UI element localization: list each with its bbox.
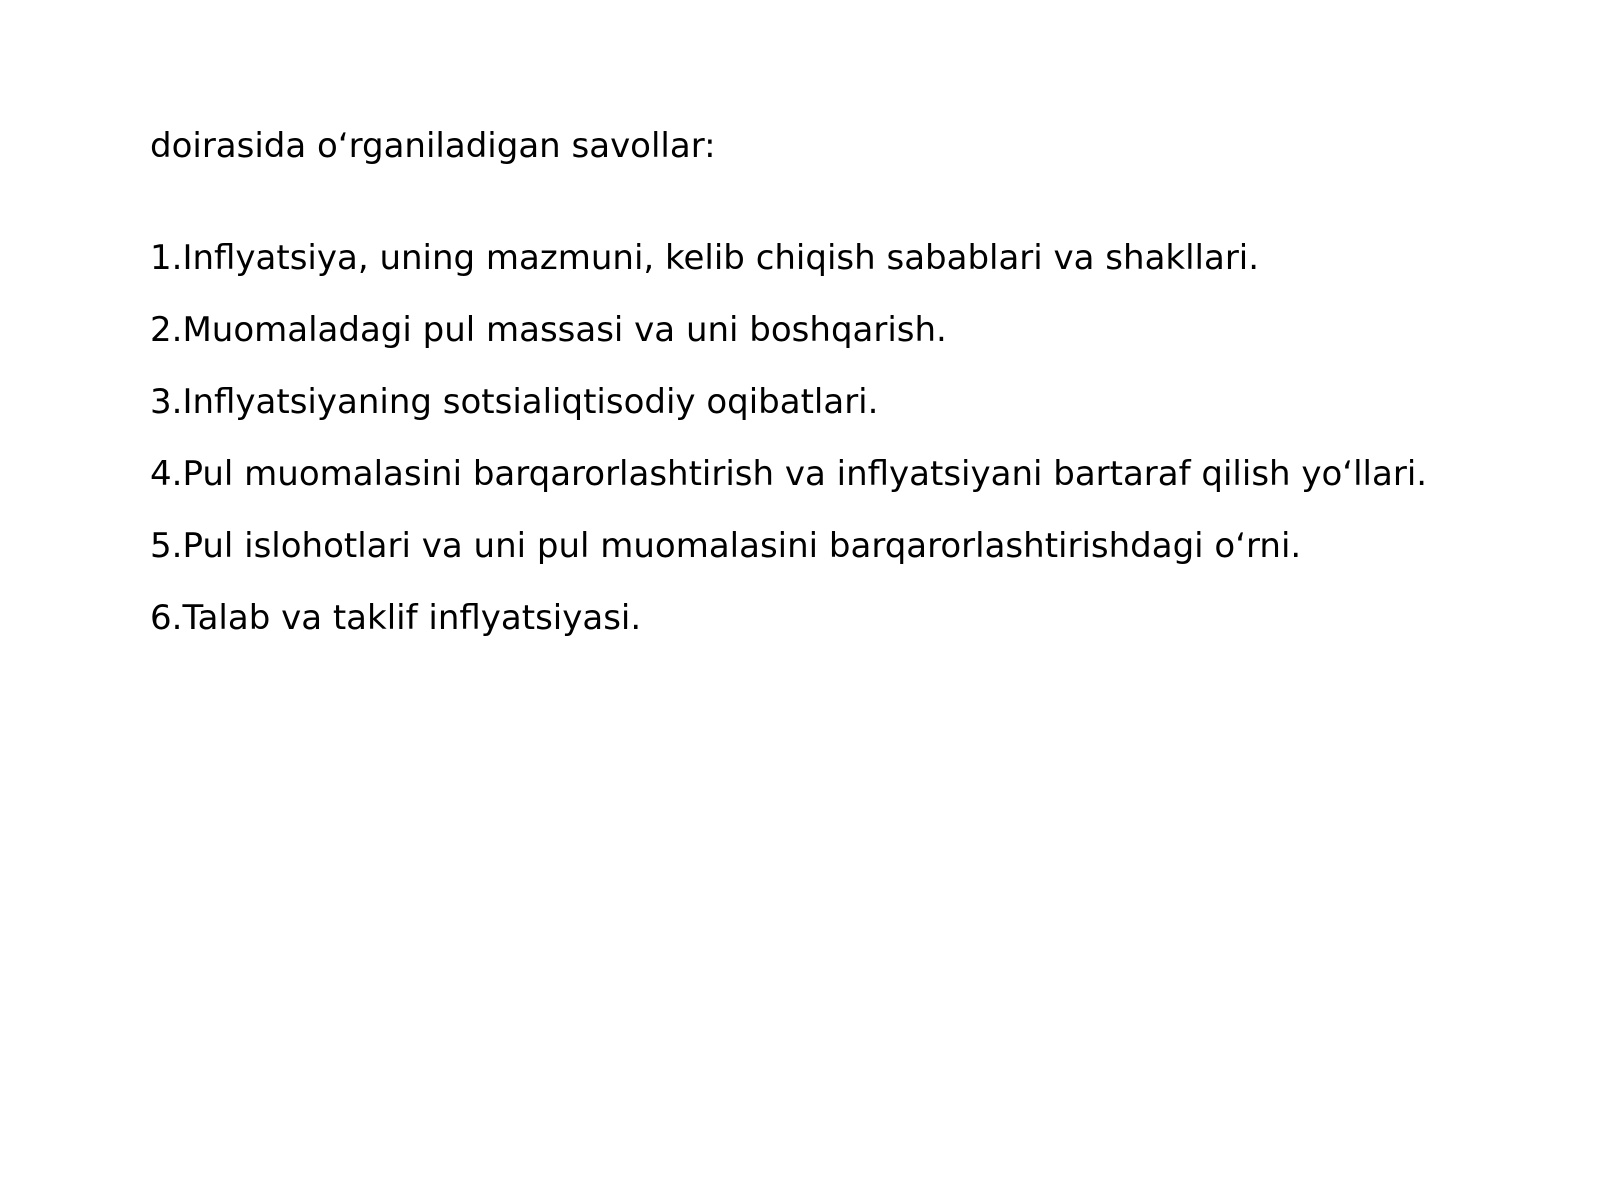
- slide-content: [150, 122, 1550, 666]
- question-list: [150, 234, 1550, 642]
- question-item-4: 4.Pul muomalasini barqarorlashtirish va inflyatsiyani bartaraf qilish yoʻllari.: [150, 454, 1428, 494]
- question-item-2: 2.Muomaladagi pul massasi va uni boshqarish.: [150, 310, 947, 350]
- question-item-3: 3.Inflyatsiyaning sotsialiqtisodiy oqibatlari.: [150, 382, 879, 422]
- question-item-1: 1.Inflyatsiya, uning mazmuni, kelib chiqish sabablari va shakllari.: [150, 238, 1260, 278]
- question-item-5: 5.Pul islohotlari va uni pul muomalasini barqarorlashtirishdagi oʻrni.: [150, 526, 1302, 566]
- slide-heading: doirasida oʻrganiladigan savollar:: [150, 126, 716, 166]
- question-item-6: 6.Talab va taklif inflyatsiyasi.: [150, 598, 642, 638]
